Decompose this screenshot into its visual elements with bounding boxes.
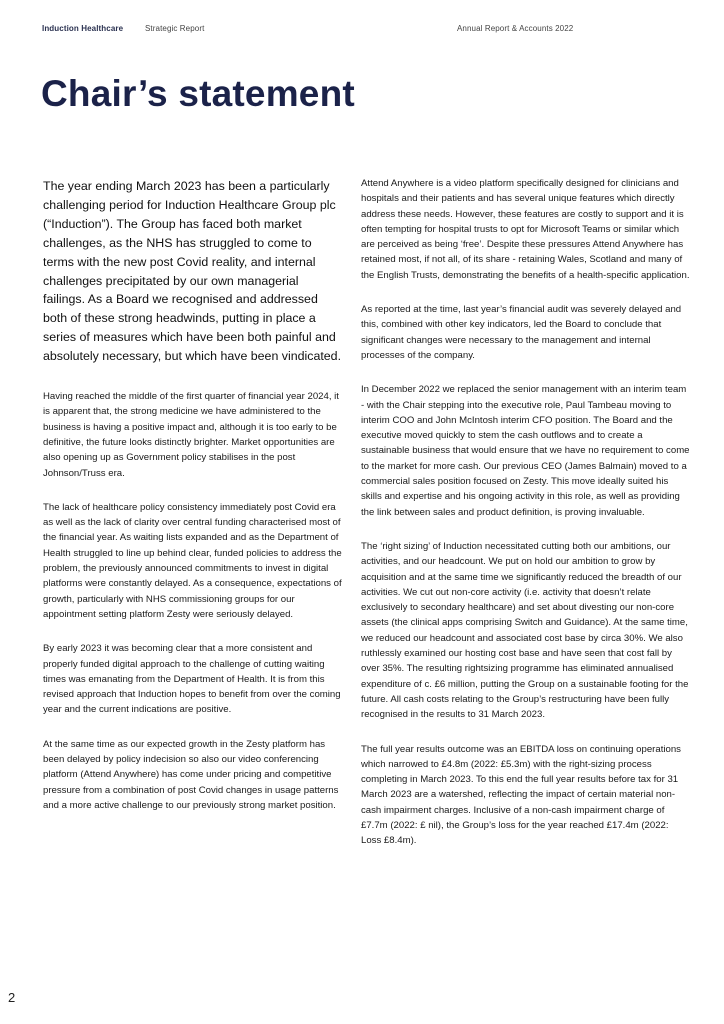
page-title: Chair’s statement	[41, 73, 355, 114]
header-report-title: Annual Report & Accounts 2022	[457, 24, 574, 33]
body-paragraph: The full year results outcome was an EBITDA loss on continuing operations which narrowed to £4.8m (2022: £5.3m) with the right-sizing process completing in March 2023. To this end the full year results before tax for 31 March 2023 are a watershed, reflecting the impact of certain material non-cash impairment charges. Inclusive of a non-cash impairment charge of £7.7m (2022: £ nil), the Group’s loss for the year reached £17.4m (2022: Loss £8.4m).	[361, 743, 681, 847]
lead-paragraph: The year ending March 2023 has been a particularly challenging period for Induction Healthcare Group plc (“Induction”). The Group has faced both market challenges, as the NHS has struggled to come to terms with the new post Covid reality, and internal challenges precipitated by our own managerial failings. As a Board we recognised and addressed both of these strong headwinds, putting in place a series of measures which have been both painful and absolutely necessary, but which have been vindicated.	[43, 179, 342, 364]
body-paragraph: In December 2022 we replaced the senior management with an interim team - with the Chair stepping into the executive role, Paul Tambeau moving to interim COO and John McIntosh interim CFO position. The Board and the executive moved quickly to stem the cash outflows and to create a sustainable business that would ensure that we have no requirement to come to the market for more cash. Our previous CEO (James Balmain) moved to a commercial sales position focused on Zesty. This move ideally suited his skills and expertise and his ongoing activity in this role, as well as providing the link between sales and product definition, is proving invaluable.	[361, 384, 690, 518]
body-paragraph: At the same time as our expected growth in the Zesty platform has been delayed by policy indecision so also our video conferencing platform (Attend Anywhere) has come under pricing and competitive pressure from a combination of post Covid changes in usage patterns and a more active challenge to our previously strong market position.	[43, 738, 339, 811]
body-paragraph: The ‘right sizing’ of Induction necessitated cutting both our ambitions, our activities, and our headcount. We put on hold our ambition to grow by acquisition and at the same time we significantly reduced the breadth of our activities. We cut out non-core activity (i.e. activity that doesn’t relate exclusively to secondary healthcare) and set about divesting our non-core assets (the clinical apps comprising Switch and Guidance). At the same time, we reduced our headcount and associated cost base by circa 30%. We also ruthlessly examined our hosting cost base and have seen that cost fall by over 35%. The resulting rightsizing programme has eliminated annualised expenditure of c. £6 million, putting the Group on a sustainable footing for the future. All cash costs relating to the Group’s restructuring have been fully recognised in the results to 31 March 2023.	[361, 540, 689, 721]
body-paragraph: By early 2023 it was becoming clear that a more consistent and properly funded digital approach to the challenge of cutting waiting times was emanating from the Department of Health. It is from this revised approach that Induction hopes to benefit from over the coming year and the current indications are positive.	[43, 643, 341, 716]
left-column	[43, 177, 343, 832]
body-paragraph: Attend Anywhere is a video platform specifically designed for clinicians and hospitals and their patients and has several unique features which directly address these needs. However, these features are costly to support and it is often tempting for hospital trusts to opt for Microsoft Teams or similar which are perceived as being ‘free’. Despite these pressures Attend Anywhere has retained most, if not all, of its share - retaining Wales, Scotland and many of the English Trusts, demonstrating the benefits of a health-specific application.	[361, 178, 690, 281]
right-column	[361, 176, 691, 868]
body-paragraph: As reported at the time, last year’s financial audit was severely delayed and this, combined with other key indicators, led the Board to conclude that significant changes were necessary to the management and internal processes of the company.	[361, 304, 682, 361]
body-paragraph: Having reached the middle of the first quarter of financial year 2024, it is apparent that, the strong medicine we have administered to the business is having a positive impact and, although it is too early to be definitive, the future looks distinctly brighter. Market opportunities are also opening up as Government policy stabilises in the post Johnson/Truss era.	[43, 391, 339, 479]
page-number: 2	[8, 990, 16, 1005]
header-company-name: Induction Healthcare	[42, 24, 124, 33]
header-section-label: Strategic Report	[145, 24, 205, 33]
body-paragraph: The lack of healthcare policy consistency immediately post Covid era as well as the lack of clarity over central funding characterised most of the financial year. As waiting lists expanded and as the Department of Health struggled to line up behind clear, funded policies to address the problem, the previously announced commitments to invest in digital platforms were constantly delayed. As a consequence, expectations of growth, particularly with NHS commissioning groups for our appointment setting platform Zesty were seriously delayed.	[43, 501, 342, 620]
